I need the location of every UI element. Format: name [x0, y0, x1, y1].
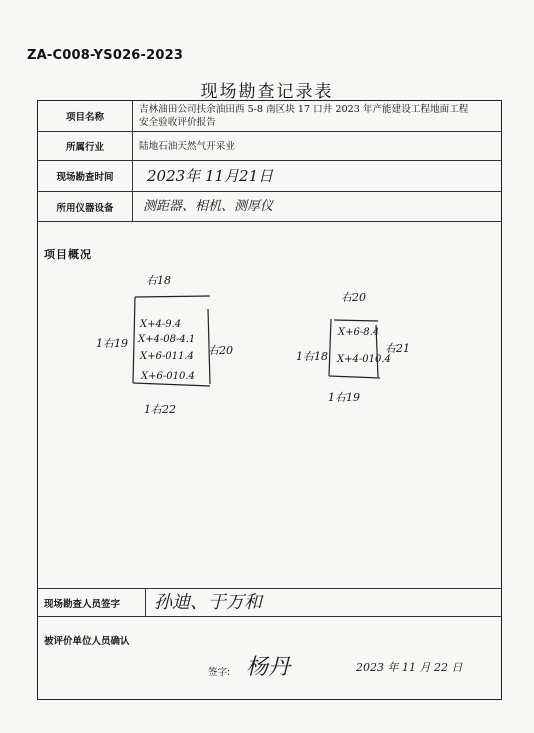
confirm-label: 被评价单位人员确认: [44, 636, 130, 647]
project-name-label: 项目名称: [38, 101, 133, 131]
left-side-label: 1右19: [96, 337, 128, 350]
instruments-label: 所用仪器设备: [38, 192, 133, 221]
left-right-label: 右20: [208, 344, 233, 357]
survey-time-value: 2023年 11月21日: [147, 166, 274, 185]
right-side-label: 1右18: [296, 350, 328, 363]
survey-signature-value: 孙迪、于万和: [154, 592, 262, 613]
survey-signature-label: 现场勘查人员签字: [38, 589, 146, 616]
project-name-line-1: 吉林油田公司扶余油田西 5-8 南区块 17 口井 2023 年产能建设工程地面工程: [139, 104, 469, 115]
document-code: ZA-C008-YS026-2023: [27, 48, 184, 63]
confirm-signature: 杨丹: [246, 655, 291, 680]
right-well-2: X+4-010.4: [337, 354, 391, 365]
row-survey-signature: [38, 588, 501, 617]
left-bottom-label: 1右22: [144, 403, 176, 416]
left-well-2: X+4-08-4.1: [138, 334, 196, 345]
industry-value: 陆地石油天然气开采业: [139, 140, 235, 152]
right-top-label: 右20: [341, 291, 366, 304]
overview-title: 项目概况: [44, 248, 92, 261]
record-table: [37, 100, 502, 700]
right-right-label: 右21: [385, 342, 410, 355]
page-title: 现场勘查记录表: [200, 82, 334, 102]
instruments-value: 测距器、相机、测厚仪: [143, 199, 274, 214]
well-layout-sketch: [38, 101, 503, 588]
project-name-line-2: 安全验收评价报告: [139, 117, 216, 128]
right-well-1: X+6-8.4: [338, 327, 380, 338]
right-bottom-label: 1右19: [328, 391, 360, 404]
left-top-label: 右18: [146, 274, 171, 287]
confirm-date: 2023 年 11 月 22 日: [356, 661, 463, 674]
left-well-1: X+4-9.4: [140, 319, 182, 330]
left-well-3: X+6-011.4: [140, 351, 194, 362]
sign-prefix: 签字:: [208, 667, 231, 678]
survey-time-label: 现场勘查时间: [38, 161, 133, 191]
left-well-4: X+6-010.4: [141, 371, 195, 382]
industry-label: 所属行业: [38, 132, 133, 160]
